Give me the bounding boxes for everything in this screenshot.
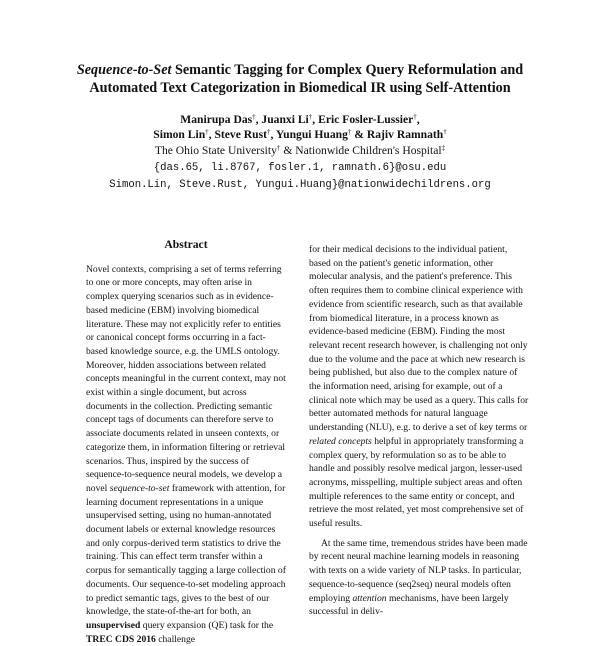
author: Juanxi Li — [261, 113, 309, 126]
title-line1: Semantic Tagging for Complex Query Reformulation and — [174, 62, 524, 78]
abstract-italic: sequence-to-set — [109, 482, 170, 494]
abstract-column — [86, 238, 286, 646]
body-column — [309, 243, 531, 619]
author: Rajiv Ramnath — [366, 128, 444, 141]
author: Steve Rust — [214, 128, 267, 141]
email-line-osu: {das.65, li.8767, fosler.1, ramnath.6}@osu.edu — [153, 162, 447, 174]
email-line-nch: Simon.Lin, Steve.Rust, Yungui.Huang}@nationwidechildrens.org — [109, 179, 491, 191]
affiliation-and: & — [283, 144, 293, 157]
paper-title — [40, 61, 560, 97]
author-mark: † — [252, 113, 256, 121]
abstract-bold-trec: TREC CDS 2016 — [86, 633, 156, 645]
author: Simon Lin — [153, 128, 206, 141]
abstract-text: Novel contexts, comprising a set of terms referring to one or more concepts, may often arise in complex querying scenarios such as in evidence-based medicine (EBM) involving biomedical literature. These may not explicitly refer to entities or canonical concept forms occurring in a fact-based knowledge source, e.g. the UMLS ontology. Moreover, hidden associations between related concepts meaningful in the current context, may not exist within a single document, but across documents in the collection. Predicting semantic concept tags of documents can therefore serve to associate documents related in unseen contexts, or categorize them, in information filtering or retrieval scenarios. Thus, inspired by the success of sequence-to-sequence neural models, we develop a novel sequence-to-set framework with attention, for learning document representations in a unique unsupervised setting, using no human-annotated document labels or external knowledge resources and only corpus-derived term statistics to drive the training. This can effect term transfer within a corpus for semantically tagging a large collection of documents. Our sequence-to-set modeling approach to predict semantic tags, gives to the best of our knowledge, the state-of-the-art for both, an unsupervised query expansion (QE) task for the TREC CDS 2016 challenge — [86, 263, 286, 645]
affiliation — [40, 143, 560, 158]
author-mark: † — [347, 128, 352, 136]
affiliation-nch: Nationwide Children's Hospital — [295, 144, 442, 157]
affiliation-osu: The Ohio State University — [154, 144, 277, 157]
abstract-heading: Abstract — [164, 238, 208, 251]
author-mark: † — [308, 113, 313, 121]
author-list: Manirupa Das†, Juanxi Li†, Eric Fosler-Lussier†, Simon Lin†, Steve Rust†, Yungui Huang† & Rajiv Ramnath† — [153, 113, 447, 141]
body-italic-attention: attention — [352, 592, 387, 604]
title-line2: Automated Text Categorization in Biomedical IR using Self-Attention — [89, 80, 511, 96]
author: Manirupa Das — [180, 113, 253, 126]
author: Yungui Huang — [275, 128, 348, 141]
body-paragraph-1: for their medical decisions to the individual patient, based on the patient's genetic information, other molecular analysis, and the patient's preference. This often requires them to combine clinical experience with evidence from scientific research, such as that available from biomedical literature, in a process known as evidence-based medicine (EBM). Finding the most relevant recent research however, is challenging not only due to the volume and the pace at which new research is being published, but also due to the complex nature of the information need, arising for example, out of a clinical note which may be used as a query. This calls for better automated methods for natural language understanding (NLU), e.g. to derive a set of key terms or related concepts helpful in appropriately transforming a complex query, by reformulation so as to be able to handle and possibly resolve medical jargon, lesser-used acronyms, misspelling, multiple subject areas and often multiple references to the same entity or concept, and retrieve the most related, yet most comprehensive set of useful results. — [309, 244, 529, 530]
email-block — [20, 160, 580, 194]
abstract-bold-unsupervised: unsupervised — [86, 619, 141, 631]
author-mark: † — [205, 128, 209, 136]
body-paragraph-2: At the same time, tremendous strides have been made by recent neural machine learning models in reasoning with texts on a wide variety of NLP tasks. In particular, sequence-to-sequence (seq2seq) neural models often employing attention mechanisms, have been largely successful in deliv- — [309, 537, 528, 618]
author: Eric Fosler-Lussier — [318, 113, 414, 126]
author-mark: † — [413, 113, 417, 121]
author-mark: † — [443, 128, 447, 136]
affiliation-mark: ‡ — [441, 144, 446, 152]
author-mark: † — [266, 128, 271, 136]
body-italic-related-concepts: related concepts — [309, 435, 372, 447]
title-italic-part: Sequence-to-Set — [76, 62, 172, 78]
affiliation-mark: † — [276, 144, 281, 152]
